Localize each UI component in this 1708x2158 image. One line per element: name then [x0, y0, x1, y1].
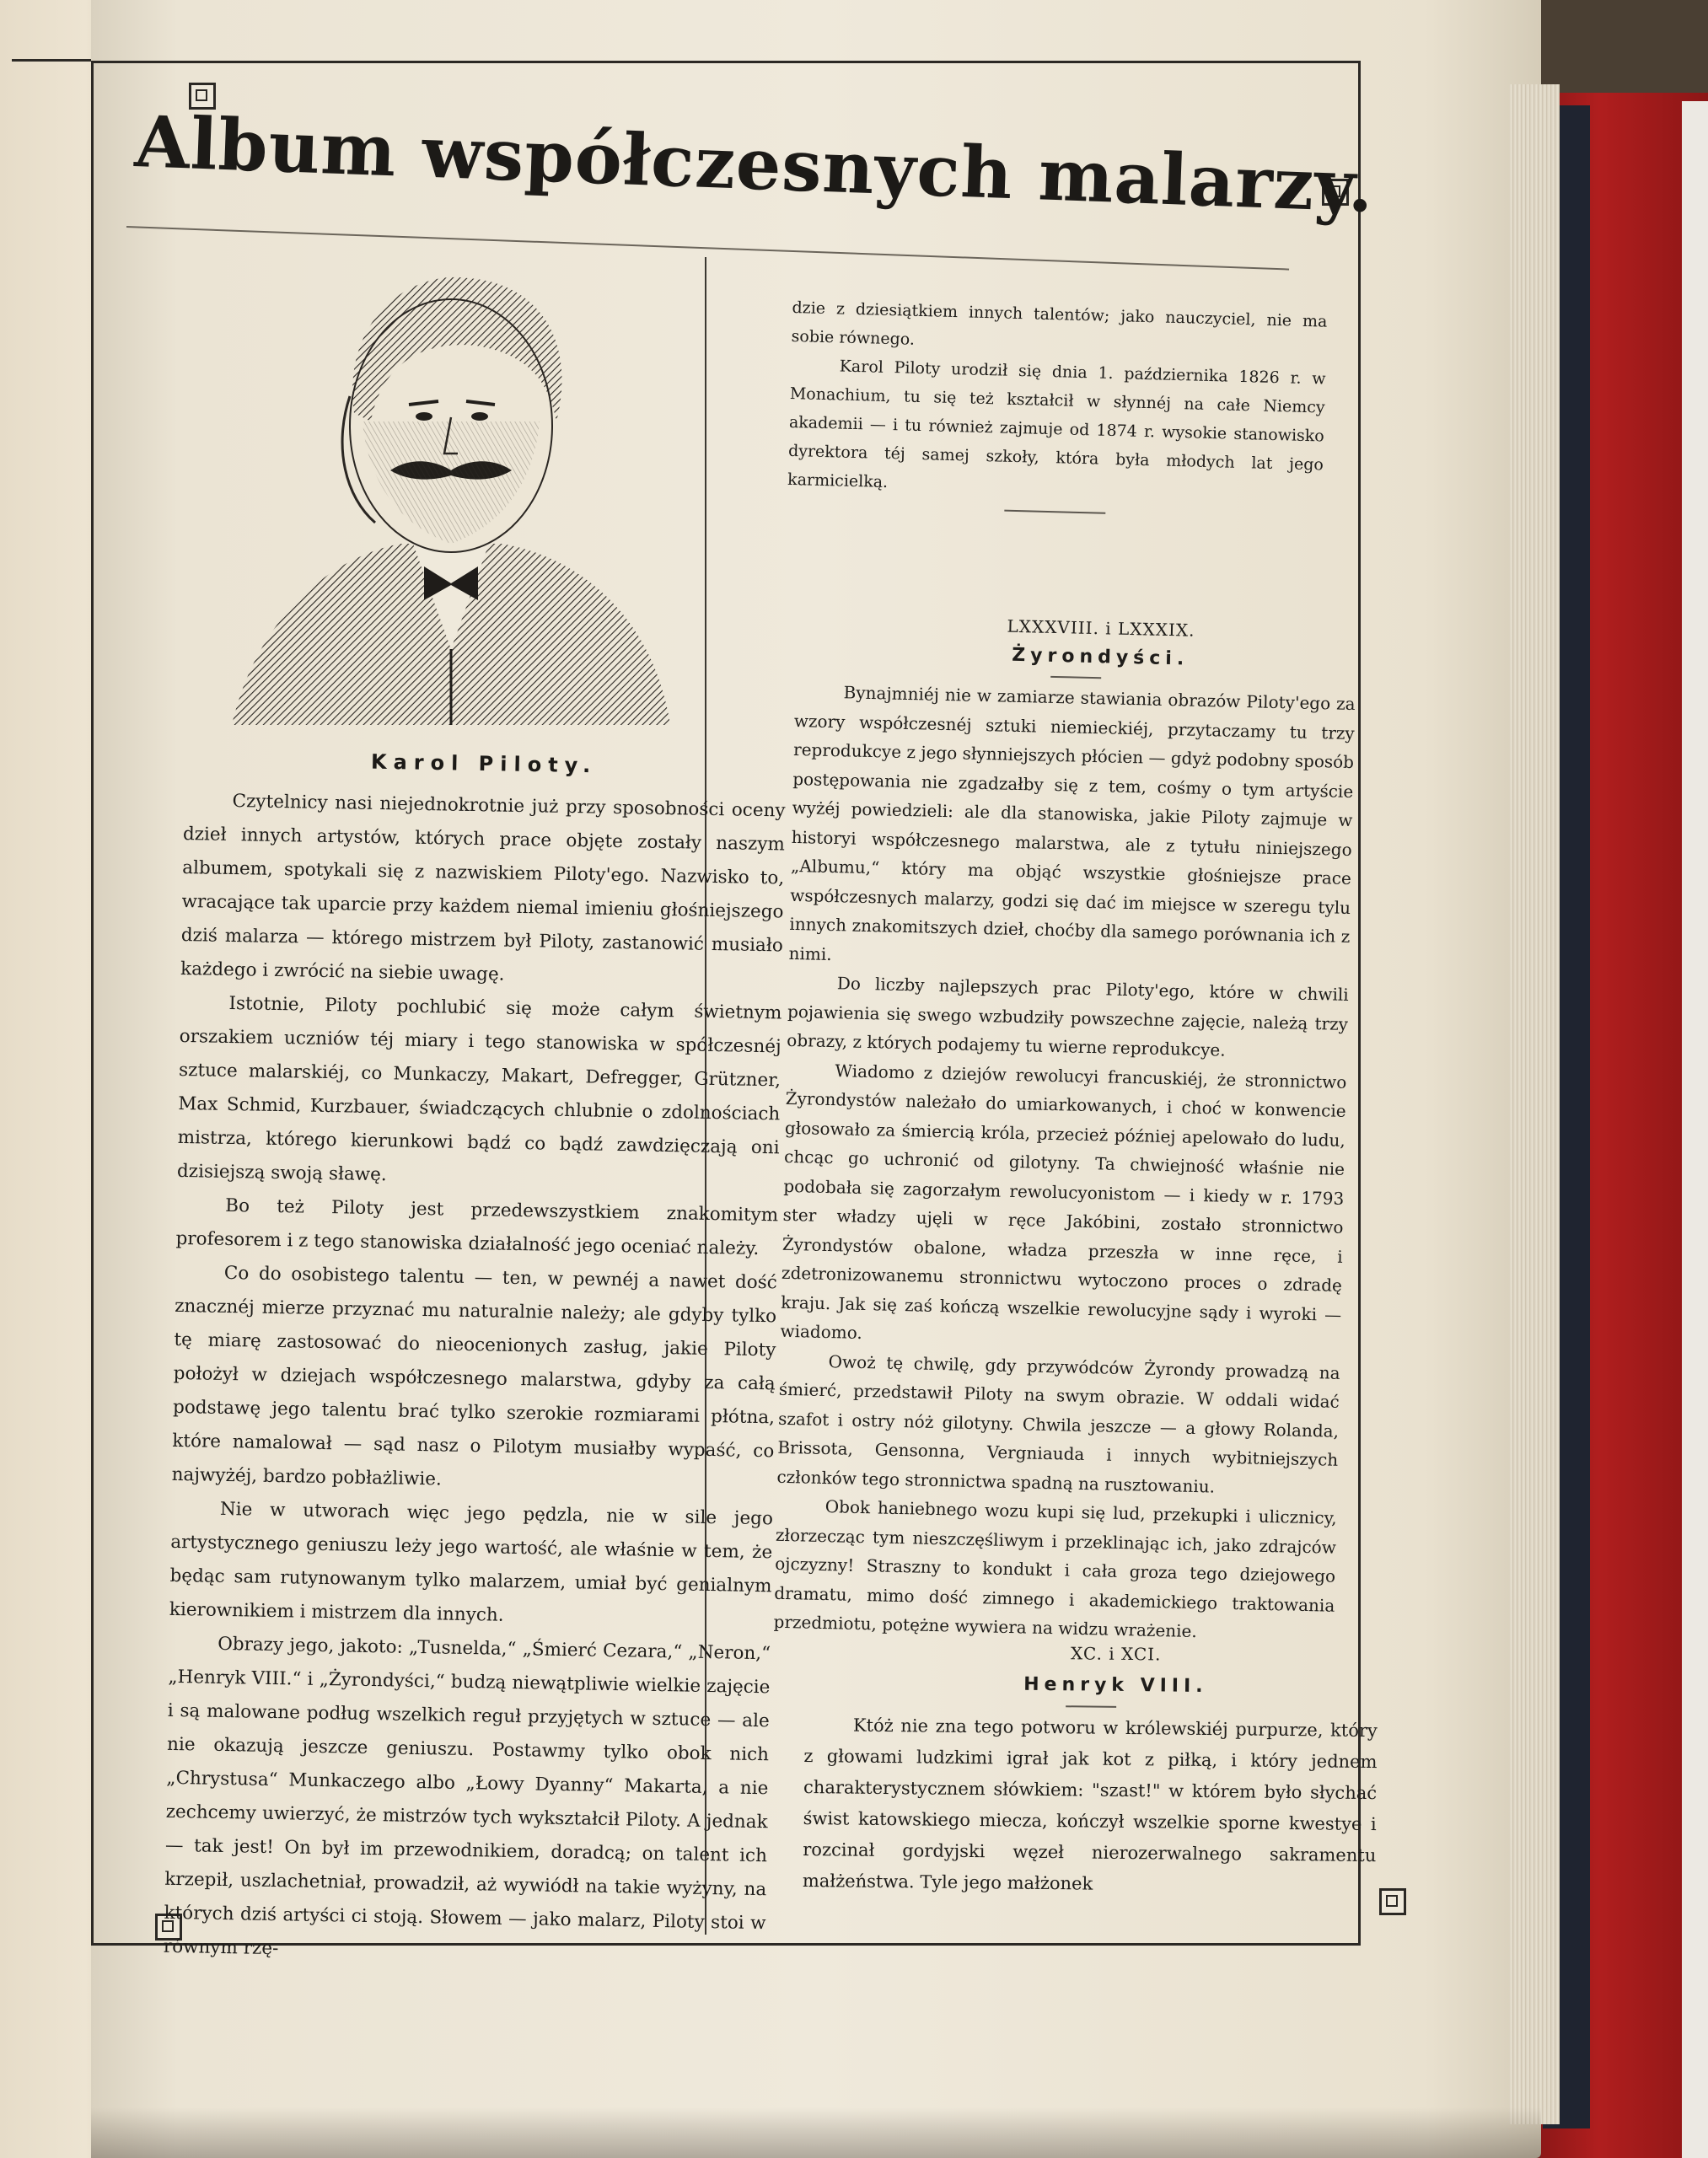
section-title: Henryk VIII. — [1023, 1673, 1208, 1698]
page-title: Album współczesnych malarzy. — [133, 99, 1376, 228]
paragraph: Obok haniebnego wozu kupi się lud, przekupki i ulicznicy, złorzecząc tym nieszczęśliwym i przeklinając ich, jako zdrajców ojczyzny! Straszny to kondukt i cała groza tego dziejowego dramatu, mimo dość zimnego i akademickiego traktowania przedmiotu, potężne wywiera na widzu wrażenie. — [773, 1496, 1337, 1642]
background-strip — [1682, 101, 1708, 2158]
section-divider — [1066, 1705, 1116, 1708]
page-edges — [1509, 84, 1560, 2124]
section-number: XC. i XCI. — [1070, 1643, 1162, 1665]
paragraph: Bo też Piloty jest przedewszystkiem znakomitym profesorem i z tego stanowiska działalność jego oceniać należy. — [175, 1194, 779, 1259]
paragraph: Owoż tę chwilę, gdy przywódców Żyrondy prowadzą na śmierć, przedstawił Piloty na swym obrazie. W oddali widać szafot i ostry nóż gilotyny. Chwila jeszcze — a głowy Rolanda, Brissota, Gensonna, Vergniauda i innych wybitniejszych członków tego stronnictwa spadną na rusztowaniu. — [776, 1350, 1340, 1497]
page-shadow — [91, 2107, 1541, 2158]
paragraph: dzie z dziesiątkiem innych talentów; jako nauczyciel, nie ma sobie równego. — [791, 298, 1328, 349]
paragraph: Któż nie zna tego potworu w królewskiéj purpurze, który z głowami ludzkimi igrał jak kot z piłką, i który jednem charakterystycznem słówkiem: "szast!" w którem było słychać świst katowskiego miecza, kończył wszelkie sporne kwestye i rozcinał gordyjski węzeł nierozerwalnego sakramentu małżeństwa. Tyle jego małżonek — [802, 1715, 1378, 1894]
portrait-engraving-icon — [198, 253, 704, 733]
section-henryk — [803, 1635, 1378, 1903]
section-title: Żyrondyści. — [1011, 644, 1190, 670]
paragraph: Istotnie, Piloty pochlubić się może całym świetnym orszakiem uczniów téj miary i tego stanowiska w spółczesnéj sztuce malarskiéj, co Munkaczy, Makart, Defregger, Grützner, Max Schmid, Kurzbauer, świadczących chlubnie o zdolnościach mistrza, którego kierunkowi bądź co bądź zawdzięczają oni dzisiejszą swoją sławę. — [176, 992, 782, 1186]
section-divider — [1050, 676, 1101, 679]
left-column-text — [164, 784, 786, 1974]
paragraph: Karol Piloty urodził się dnia 1. października 1826 r. w Monachium, tu się też kształcił w słynnéj na całe Niemcy akademii — i tu również zajmuje od 1874 r. wysokie stanowisko dyrektora téj samej szkoły, która była młodych lat jego karmicielką. — [787, 357, 1326, 492]
paragraph: Nie w utworach więc jego pędzla, nie w sile jego artystycznego geniuszu leży jego wartość, ale właśnie w tem, że będąc sam rutynowanym tylko malarzem, umiał być genialnym kierownikiem i mistrzem dla innych. — [169, 1498, 774, 1626]
section-divider — [1004, 510, 1105, 514]
section-zyrondysci — [773, 607, 1357, 1649]
frame-corner-ornament-icon — [1379, 1888, 1406, 1915]
paragraph: Obrazy jego, jakoto: „Tusnelda,“ „Śmierć Cezara,“ „Neron,“ „Henryk VIII.“ i „Żyrondyści,“ budzą niewątpliwie wielkie zajęcie i są malowane podług wszelkich reguł przyjętych w sztuce — ale nie okazują jeszcze geniuszu. Postawmy tylko obok nich „Chrystusa“ Munkaczego albo „Łowy Dyanny“ Makarta, a nie zechcemy uwierzyć, że mistrzów tych wykształcił Piloty. A jednak — tak jest! On był im przewodnikiem, doradcą; on talent ich krzepił, uszlachetniał, prowadził, aż wywiódł na takie wyżyny, na których dziś artyści ci stoją. Słowem — jako malarz, Piloty stoi w równym rzę- — [163, 1633, 771, 1960]
paragraph: Bynajmniéj nie w zamiarze stawiania obrazów Piloty'ego za wzory współczesnéj sztuki niemieckiéj, przytaczamy tu trzy reprodukcye z jego słynniejszych płócien — gdyż podobny sposób postępowania nie zgadzałby się z tem, cośmy o tym artyście wyżéj powiedzieli: ale dla stanowiska, jakie Piloty zajmuje w historyi współczesnego malarstwa, ale z tytułu niniejszego „Albumu,“ który ma objąć wszystkie głośniejsze prace współczesnych malarzy, godzi się dać im miejsce w szeregu tylu innych znakomitszych dzieł, choćby dla samego porównania ich z nimi. — [788, 682, 1356, 964]
section-number: LXXXVIII. i LXXXIX. — [1007, 615, 1195, 641]
section-name-title: Karol Piloty. — [370, 749, 598, 778]
right-column-top-text — [787, 293, 1328, 530]
paragraph: Wiadomo z dziejów rewolucyi francuskiéj, że stronnictwo Żyrondystów należało do umiarkowanych, i choć w konwencie głosowało za śmiercią króla, przecież później apelowało do ludu, chcąc go uchronić od gilotyny. Ta chwiejność właśnie nie podobała się zagorzałym rewolucyonistom — i kiedy w r. 1793 ster władzy ujęli w ręce Jakóbini, zostało stronnictwo Żyrondystów obalone, władza przeszła w inne ręce, i zdetronizowanemu stronnictwu wytoczono proces o zdradę kraju. Jak się zaś kończą wszelkie rewolucyjne sądy i wyroki — wiadomo. — [780, 1060, 1347, 1343]
paragraph: Co do osobistego talentu — ten, w pewnéj a nawet dość znacznéj mierze przyznać mu naturalnie należy; ale gdyby tylko tę miarę zastosować do nieocenionych zasług, jakie Piloty położył w dziejach współczesnego malarstwa, gdyby za całą podstawę jego talentu brać tylko szerokie rozmiarami płótna, które namalował — sąd nasz o Pilotym musiałby wypaść, co najwyżéj, bardzo pobłażliwie. — [171, 1262, 777, 1490]
paragraph: Do liczby najlepszych prac Piloty'ego, które w chwili pojawienia się swego wzbudziły powszechne zajęcie, należą trzy obrazy, z których podajemy tu wierne reprodukcye. — [787, 973, 1350, 1060]
paragraph: Czytelnicy nasi niejednokrotnie już przy sposobności oceny dzieł innych artystów, których prace objęte zostały naszym albumem, spotykali się z nazwiskiem Piloty'ego. Nazwisko to, wracające tak uparcie przy każdem niemal imieniu głośniejszego dziś malarza — którego mistrzem był Piloty, zastanowić musiało każdego i zwrócić na siebie uwagę. — [180, 791, 786, 985]
